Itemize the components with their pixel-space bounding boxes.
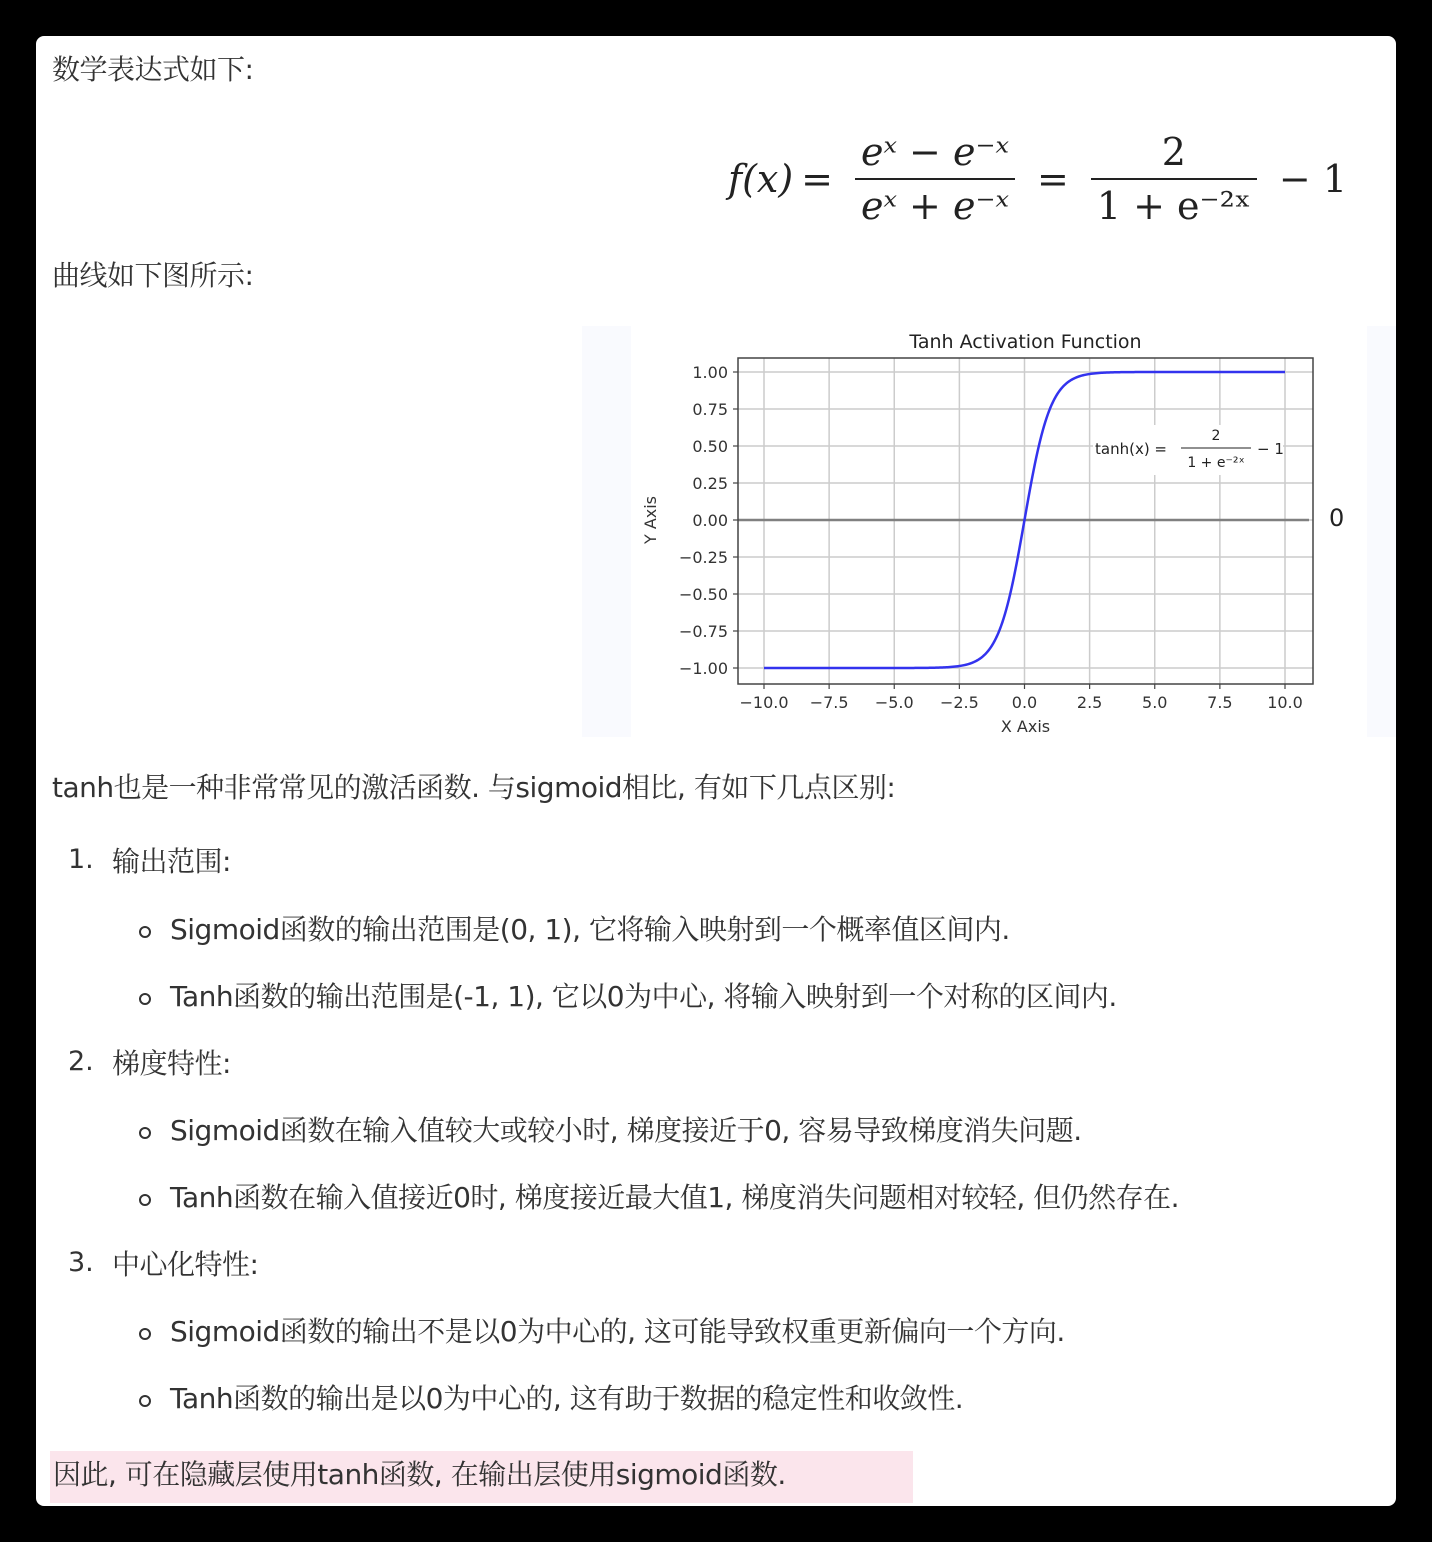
figure-side-label: 0 <box>1329 504 1345 532</box>
svg-text:− 1: − 1 <box>1257 440 1284 458</box>
formula-lhs: f(x) <box>728 157 794 201</box>
conclusion-text: 因此, 可在隐藏层使用tanh函数, 在输出层使用sigmoid函数. <box>53 1458 786 1491</box>
formula-frac2-numerator: 2 <box>1161 130 1186 174</box>
svg-text:Tanh Activation Function: Tanh Activation Function <box>909 331 1142 353</box>
conclusion-highlight <box>50 1451 913 1503</box>
section-title: 输出范围: <box>112 845 231 878</box>
svg-text:X Axis: X Axis <box>1000 717 1051 736</box>
formula-equals-2: = <box>1037 157 1069 201</box>
formula-frac1-numerator: eˣ − e⁻ˣ <box>861 130 1010 174</box>
section-title: 中心化特性: <box>112 1248 259 1281</box>
list-number: 2. <box>68 1046 94 1077</box>
formula-frac2-denominator: 1 + e⁻²ˣ <box>1096 184 1251 228</box>
fraction-bar <box>855 178 1015 180</box>
tanh-figure <box>582 326 1396 737</box>
bullet-circle-icon <box>139 926 151 938</box>
fraction-bar <box>1091 178 1257 180</box>
tanh-formula <box>728 124 1355 234</box>
svg-text:0.0: 0.0 <box>1011 693 1038 712</box>
svg-text:tanh(x) =: tanh(x) = <box>1095 440 1168 458</box>
list-item: Tanh函数的输出是以0为中心的, 这有助于数据的稳定性和收敛性. <box>170 1382 964 1415</box>
list-number: 1. <box>68 844 94 875</box>
svg-text:−0.25: −0.25 <box>678 548 728 567</box>
bullet-circle-icon <box>139 1328 151 1340</box>
tanh-chart <box>631 326 1367 737</box>
svg-text:5.0: 5.0 <box>1142 693 1168 712</box>
svg-text:−2.5: −2.5 <box>939 693 979 712</box>
formula-fraction-1 <box>855 130 1015 228</box>
svg-text:2: 2 <box>1211 428 1221 444</box>
list-item: Tanh函数的输出范围是(-1, 1), 它以0为中心, 将输入映射到一个对称的区间内. <box>170 980 1117 1013</box>
svg-text:2.5: 2.5 <box>1076 693 1103 712</box>
svg-text:Y Axis: Y Axis <box>641 495 660 545</box>
svg-text:1 + e⁻²ˣ: 1 + e⁻²ˣ <box>1187 455 1245 471</box>
svg-text:1.00: 1.00 <box>692 363 728 382</box>
formula-intro-text: 数学表达式如下: <box>52 53 254 86</box>
svg-text:0.00: 0.00 <box>692 511 728 530</box>
svg-text:10.0: 10.0 <box>1267 693 1303 712</box>
list-item: Sigmoid函数的输出范围是(0, 1), 它将输入映射到一个概率值区间内. <box>170 913 1010 946</box>
svg-text:−1.00: −1.00 <box>678 659 728 678</box>
bullet-circle-icon <box>139 1127 151 1139</box>
bullet-circle-icon <box>139 1194 151 1206</box>
document-card <box>36 36 1396 1506</box>
svg-text:0.75: 0.75 <box>692 400 728 419</box>
bullet-circle-icon <box>139 1395 151 1407</box>
list-number: 3. <box>68 1247 94 1278</box>
svg-text:−7.5: −7.5 <box>809 693 849 712</box>
list-item: Tanh函数在输入值接近0时, 梯度接近最大值1, 梯度消失问题相对较轻, 但仍然存在. <box>170 1181 1180 1214</box>
formula-equals-1: = <box>801 157 833 201</box>
svg-text:−0.75: −0.75 <box>678 622 728 641</box>
summary-text: tanh也是一种非常常见的激活函数. 与sigmoid相比, 有如下几点区别: <box>52 771 896 804</box>
svg-text:0.25: 0.25 <box>692 474 728 493</box>
svg-text:7.5: 7.5 <box>1207 693 1233 712</box>
section-title: 梯度特性: <box>112 1047 231 1080</box>
curve-intro-text: 曲线如下图所示: <box>52 259 254 292</box>
svg-text:−5.0: −5.0 <box>874 693 914 712</box>
list-item: Sigmoid函数的输出不是以0为中心的, 这可能导致权重更新偏向一个方向. <box>170 1315 1065 1348</box>
svg-text:−0.50: −0.50 <box>678 585 728 604</box>
svg-text:−10.0: −10.0 <box>739 693 789 712</box>
formula-tail: − 1 <box>1278 157 1348 201</box>
formula-frac1-denominator: eˣ + e⁻ˣ <box>861 184 1010 228</box>
bullet-circle-icon <box>139 993 151 1005</box>
svg-text:0.50: 0.50 <box>692 437 728 456</box>
list-item: Sigmoid函数在输入值较大或较小时, 梯度接近于0, 容易导致梯度消失问题. <box>170 1114 1082 1147</box>
chart-image <box>631 326 1367 737</box>
formula-fraction-2 <box>1091 130 1257 228</box>
